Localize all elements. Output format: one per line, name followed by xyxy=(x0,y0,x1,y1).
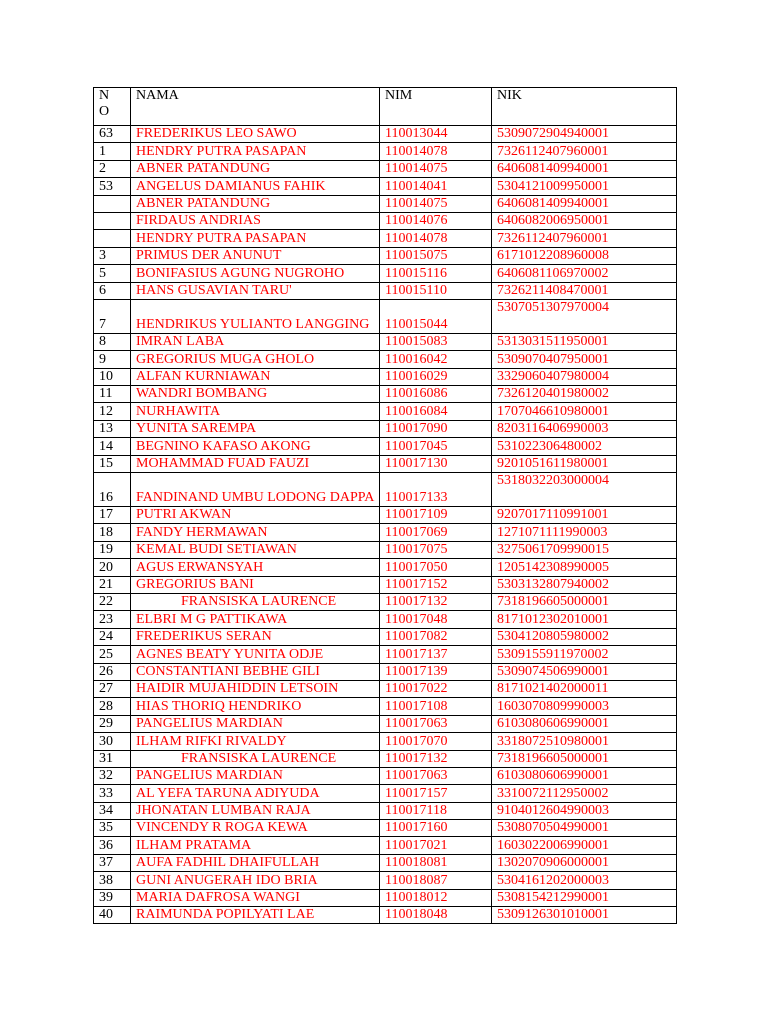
cell-nim: 110015044 xyxy=(380,299,492,333)
row-number: 53 xyxy=(94,178,131,195)
cell-nama xyxy=(131,576,380,593)
table-row xyxy=(94,524,677,541)
cell-nik: 7318196605000001 xyxy=(492,593,677,610)
cell-nik: 5309070407950001 xyxy=(492,351,677,368)
nama-text: FREDERIKUS SERAN xyxy=(136,629,272,645)
cell-nama xyxy=(131,680,380,697)
table-row xyxy=(94,680,677,697)
cell-nama xyxy=(131,420,380,437)
cell-nama xyxy=(131,333,380,350)
table-row xyxy=(94,455,677,472)
cell-nama xyxy=(131,715,380,732)
table-row xyxy=(94,160,677,177)
row-number: 35 xyxy=(94,820,131,837)
nama-text: FIRDAUS ANDRIAS xyxy=(136,213,261,229)
cell-nik: 5308154212990001 xyxy=(492,889,677,906)
row-number: 40 xyxy=(94,907,131,924)
cell-nik: 3329060407980004 xyxy=(492,368,677,385)
cell-nim: 110016029 xyxy=(380,368,492,385)
row-number: 8 xyxy=(94,333,131,350)
cell-nim: 110014078 xyxy=(380,143,492,160)
table-row xyxy=(94,698,677,715)
cell-nama xyxy=(131,646,380,663)
cell-nim: 110016084 xyxy=(380,403,492,420)
cell-nik: 1707046610980001 xyxy=(492,403,677,420)
nama-text: AL YEFA TARUNA ADIYUDA xyxy=(136,785,320,801)
cell-nim: 110017137 xyxy=(380,646,492,663)
cell-nik: 7326112407960001 xyxy=(492,143,677,160)
cell-nama xyxy=(131,541,380,558)
nama-text: GREGORIUS MUGA GHOLO xyxy=(136,351,315,367)
nama-text: ABNER PATANDUNG xyxy=(136,161,271,177)
cell-nama xyxy=(131,473,380,507)
cell-nik: 5304161202000003 xyxy=(492,872,677,889)
cell-nama xyxy=(131,820,380,837)
cell-nik: 6406081106970002 xyxy=(492,265,677,282)
table-body xyxy=(94,126,677,924)
table-row xyxy=(94,195,677,212)
nama-text: AUFA FADHIL DHAIFULLAH xyxy=(136,855,320,871)
nama-text: HENDRIKUS YULIANTO LANGGING xyxy=(136,316,370,332)
nama-text: ANGELUS DAMIANUS FAHIK xyxy=(136,178,326,194)
table-row xyxy=(94,785,677,802)
cell-nama xyxy=(131,438,380,455)
table-row xyxy=(94,611,677,628)
cell-nik: 7318196605000001 xyxy=(492,750,677,767)
nama-text: PUTRI AKWAN xyxy=(136,507,232,523)
row-number: 11 xyxy=(94,386,131,403)
cell-nim: 110017118 xyxy=(380,802,492,819)
cell-nik: 6103080606990001 xyxy=(492,715,677,732)
cell-nik: 9207017110991001 xyxy=(492,507,677,524)
row-number: 2 xyxy=(94,160,131,177)
row-number: 25 xyxy=(94,646,131,663)
row-number: 20 xyxy=(94,559,131,576)
row-number: 37 xyxy=(94,854,131,871)
table-row xyxy=(94,593,677,610)
cell-nim: 110017133 xyxy=(380,473,492,507)
cell-nim: 110017109 xyxy=(380,507,492,524)
cell-nim: 110018081 xyxy=(380,854,492,871)
nama-text: PRIMUS DER ANUNUT xyxy=(136,248,282,264)
cell-nama xyxy=(131,178,380,195)
nama-text: ILHAM PRATAMA xyxy=(136,837,252,853)
cell-nama xyxy=(131,750,380,767)
cell-nama xyxy=(131,230,380,247)
nama-text: AGUS ERWANSYAH xyxy=(136,559,264,575)
row-number: 15 xyxy=(94,455,131,472)
table-row xyxy=(94,386,677,403)
cell-nim: 110016086 xyxy=(380,386,492,403)
row-number: 14 xyxy=(94,438,131,455)
table-row xyxy=(94,854,677,871)
cell-nik: 1302070906000001 xyxy=(492,854,677,871)
row-number: 10 xyxy=(94,368,131,385)
cell-nim: 110017132 xyxy=(380,750,492,767)
table-row xyxy=(94,837,677,854)
row-number: 33 xyxy=(94,785,131,802)
row-number: 31 xyxy=(94,750,131,767)
cell-nik: 5303132807940002 xyxy=(492,576,677,593)
nama-text: BONIFASIUS AGUNG NUGROHO xyxy=(136,265,345,281)
nama-text: HANS GUSAVIAN TARU' xyxy=(136,282,292,298)
cell-nim: 110015083 xyxy=(380,333,492,350)
table-row xyxy=(94,802,677,819)
cell-nim: 110014041 xyxy=(380,178,492,195)
cell-nik: 5309074506990001 xyxy=(492,663,677,680)
cell-nim: 110016042 xyxy=(380,351,492,368)
nama-text: PANGELIUS MARDIAN xyxy=(136,716,283,732)
nama-text: FREDERIKUS LEO SAWO xyxy=(136,126,297,142)
row-number: 34 xyxy=(94,802,131,819)
row-number: 22 xyxy=(94,593,131,610)
cell-nik: 6103080606990001 xyxy=(492,767,677,784)
table-row xyxy=(94,715,677,732)
table-row xyxy=(94,230,677,247)
cell-nama xyxy=(131,559,380,576)
nama-text: RAIMUNDA POPILYATI LAE xyxy=(136,907,315,923)
cell-nim: 110017048 xyxy=(380,611,492,628)
cell-nama xyxy=(131,368,380,385)
row-number: 3 xyxy=(94,247,131,264)
cell-nim: 110017063 xyxy=(380,715,492,732)
cell-nama xyxy=(131,160,380,177)
cell-nama xyxy=(131,126,380,143)
cell-nik: 6171012208960008 xyxy=(492,247,677,264)
row-number: 18 xyxy=(94,524,131,541)
cell-nama xyxy=(131,785,380,802)
cell-nama xyxy=(131,733,380,750)
cell-nama xyxy=(131,872,380,889)
table-row xyxy=(94,733,677,750)
row-number: 29 xyxy=(94,715,131,732)
row-number: 38 xyxy=(94,872,131,889)
table-row xyxy=(94,247,677,264)
cell-nik: 1603022006990001 xyxy=(492,837,677,854)
cell-nim: 110018087 xyxy=(380,872,492,889)
cell-nik: 531022306480002 xyxy=(492,438,677,455)
row-number: 6 xyxy=(94,282,131,299)
nama-text: ILHAM RIFKI RIVALDY xyxy=(136,733,287,749)
cell-nama xyxy=(131,299,380,333)
cell-nim: 110017130 xyxy=(380,455,492,472)
nama-text: FANDINAND UMBU LODONG DAPPA xyxy=(136,490,375,506)
table-row xyxy=(94,212,677,229)
row-number: 7 xyxy=(94,299,131,333)
cell-nim: 110014075 xyxy=(380,160,492,177)
table-row xyxy=(94,507,677,524)
table-row xyxy=(94,820,677,837)
table-row xyxy=(94,403,677,420)
cell-nik: 6406081409940001 xyxy=(492,195,677,212)
table-row xyxy=(94,541,677,558)
nama-text: HIAS THORIQ HENDRIKO xyxy=(136,698,302,714)
cell-nim: 110017045 xyxy=(380,438,492,455)
cell-nim: 110017050 xyxy=(380,559,492,576)
cell-nim: 110015116 xyxy=(380,265,492,282)
row-number: 30 xyxy=(94,733,131,750)
table-row xyxy=(94,438,677,455)
cell-nama xyxy=(131,907,380,924)
table-row xyxy=(94,299,677,333)
cell-nik: 5313031511950001 xyxy=(492,333,677,350)
cell-nama xyxy=(131,593,380,610)
cell-nim: 110017021 xyxy=(380,837,492,854)
cell-nik: 5309126301010001 xyxy=(492,907,677,924)
row-number: 19 xyxy=(94,541,131,558)
cell-nama xyxy=(131,351,380,368)
nama-text: FRANSISKA LAURENCE xyxy=(181,594,337,610)
cell-nik: 5309072904940001 xyxy=(492,126,677,143)
cell-nik: 3310072112950002 xyxy=(492,785,677,802)
row-number xyxy=(94,230,131,247)
cell-nama xyxy=(131,507,380,524)
cell-nama xyxy=(131,837,380,854)
nama-text: CONSTANTIANI BEBHE GILI xyxy=(136,663,320,679)
cell-nik: 8171012302010001 xyxy=(492,611,677,628)
table-row xyxy=(94,628,677,645)
cell-nim: 110017157 xyxy=(380,785,492,802)
nama-text: FRANSISKA LAURENCE xyxy=(181,750,337,766)
cell-nik: 5309155911970002 xyxy=(492,646,677,663)
nama-text: GREGORIUS BANI xyxy=(136,576,254,592)
row-number: 28 xyxy=(94,698,131,715)
table-row xyxy=(94,420,677,437)
row-number: 9 xyxy=(94,351,131,368)
table-row xyxy=(94,889,677,906)
cell-nim: 110017160 xyxy=(380,820,492,837)
cell-nama xyxy=(131,698,380,715)
row-number: 32 xyxy=(94,767,131,784)
nama-text: ELBRI M G PATTIKAWA xyxy=(136,611,288,627)
cell-nim: 110017070 xyxy=(380,733,492,750)
row-number: 26 xyxy=(94,663,131,680)
nama-text: VINCENDY R ROGA KEWA xyxy=(136,820,308,836)
nama-text: PANGELIUS MARDIAN xyxy=(136,768,283,784)
cell-nim: 110017022 xyxy=(380,680,492,697)
cell-nik: 5308070504990001 xyxy=(492,820,677,837)
cell-nik: 5318032203000004 xyxy=(492,473,677,507)
cell-nim: 110015075 xyxy=(380,247,492,264)
cell-nim: 110017063 xyxy=(380,767,492,784)
cell-nim: 110018048 xyxy=(380,907,492,924)
cell-nim: 110014078 xyxy=(380,230,492,247)
table-row xyxy=(94,178,677,195)
nama-text: GUNI ANUGERAH IDO BRIA xyxy=(136,872,318,888)
cell-nama xyxy=(131,195,380,212)
cell-nik: 7326120401980002 xyxy=(492,386,677,403)
row-number: 24 xyxy=(94,628,131,645)
row-number: 21 xyxy=(94,576,131,593)
row-number: 5 xyxy=(94,265,131,282)
row-number xyxy=(94,195,131,212)
row-number: 16 xyxy=(94,473,131,507)
cell-nim: 110014075 xyxy=(380,195,492,212)
cell-nik: 5304120805980002 xyxy=(492,628,677,645)
cell-nama xyxy=(131,889,380,906)
table-header-row xyxy=(94,88,677,126)
cell-nim: 110015110 xyxy=(380,282,492,299)
cell-nama xyxy=(131,767,380,784)
nama-text: MOHAMMAD FUAD FAUZI xyxy=(136,456,310,472)
table-row xyxy=(94,646,677,663)
cell-nama xyxy=(131,212,380,229)
nama-text: HENDRY PUTRA PASAPAN xyxy=(136,143,307,159)
student-table xyxy=(93,87,677,924)
row-number: 23 xyxy=(94,611,131,628)
table-row xyxy=(94,143,677,160)
cell-nik: 9104012604990003 xyxy=(492,802,677,819)
cell-nama xyxy=(131,854,380,871)
table-row xyxy=(94,265,677,282)
row-number: 63 xyxy=(94,126,131,143)
cell-nik: 8171021402000011 xyxy=(492,680,677,697)
cell-nik: 3318072510980001 xyxy=(492,733,677,750)
nama-text: JHONATAN LUMBAN RAJA xyxy=(136,803,311,819)
cell-nim: 110018012 xyxy=(380,889,492,906)
cell-nik: 6406081409940001 xyxy=(492,160,677,177)
table-row xyxy=(94,663,677,680)
table-row xyxy=(94,473,677,507)
cell-nik: 9201051611980001 xyxy=(492,455,677,472)
cell-nama xyxy=(131,143,380,160)
cell-nama xyxy=(131,802,380,819)
header-nim: NIM xyxy=(380,88,492,126)
table-row xyxy=(94,351,677,368)
cell-nim: 110017132 xyxy=(380,593,492,610)
table-row xyxy=(94,126,677,143)
cell-nama xyxy=(131,628,380,645)
cell-nik: 5307051307970004 xyxy=(492,299,677,333)
row-number xyxy=(94,212,131,229)
row-number: 1 xyxy=(94,143,131,160)
cell-nama xyxy=(131,524,380,541)
cell-nim: 110017108 xyxy=(380,698,492,715)
cell-nim: 110017069 xyxy=(380,524,492,541)
table-row xyxy=(94,576,677,593)
nama-text: WANDRI BOMBANG xyxy=(136,386,268,402)
cell-nama xyxy=(131,386,380,403)
cell-nim: 110017139 xyxy=(380,663,492,680)
nama-text: HAIDIR MUJAHIDDIN LETSOIN xyxy=(136,681,339,697)
cell-nik: 6406082006950001 xyxy=(492,212,677,229)
header-nama: NAMA xyxy=(131,88,380,126)
cell-nama xyxy=(131,265,380,282)
nama-text: BEGNINO KAFASO AKONG xyxy=(136,438,311,454)
cell-nim: 110017082 xyxy=(380,628,492,645)
header-no: NO xyxy=(94,88,131,126)
row-number: 17 xyxy=(94,507,131,524)
table-row xyxy=(94,907,677,924)
row-number: 36 xyxy=(94,837,131,854)
nama-text: HENDRY PUTRA PASAPAN xyxy=(136,230,307,246)
cell-nim: 110017090 xyxy=(380,420,492,437)
nama-text: AGNES BEATY YUNITA ODJE xyxy=(136,646,324,662)
cell-nim: 110017075 xyxy=(380,541,492,558)
row-number: 27 xyxy=(94,680,131,697)
nama-text: ALFAN KURNIAWAN xyxy=(136,369,271,385)
table-row xyxy=(94,750,677,767)
cell-nim: 110013044 xyxy=(380,126,492,143)
cell-nama xyxy=(131,455,380,472)
cell-nik: 1603070809990003 xyxy=(492,698,677,715)
cell-nama xyxy=(131,611,380,628)
table-row xyxy=(94,872,677,889)
nama-text: FANDY HERMAWAN xyxy=(136,524,268,540)
nama-text: MARIA DAFROSA WANGI xyxy=(136,890,300,906)
table-row xyxy=(94,559,677,576)
cell-nama xyxy=(131,282,380,299)
cell-nama xyxy=(131,403,380,420)
cell-nim: 110014076 xyxy=(380,212,492,229)
table-row xyxy=(94,368,677,385)
cell-nik: 3275061709990015 xyxy=(492,541,677,558)
nama-text: ABNER PATANDUNG xyxy=(136,195,271,211)
table-row xyxy=(94,333,677,350)
cell-nik: 1205142308990005 xyxy=(492,559,677,576)
row-number: 12 xyxy=(94,403,131,420)
cell-nik: 7326112407960001 xyxy=(492,230,677,247)
cell-nik: 7326211408470001 xyxy=(492,282,677,299)
cell-nik: 5304121009950001 xyxy=(492,178,677,195)
nama-text: NURHAWITA xyxy=(136,403,221,419)
nama-text: IMRAN LABA xyxy=(136,334,225,350)
header-nik: NIK xyxy=(492,88,677,126)
table-row xyxy=(94,767,677,784)
row-number: 39 xyxy=(94,889,131,906)
cell-nim: 110017152 xyxy=(380,576,492,593)
table-row xyxy=(94,282,677,299)
nama-text: KEMAL BUDI SETIAWAN xyxy=(136,542,297,558)
cell-nik: 1271071111990003 xyxy=(492,524,677,541)
row-number: 13 xyxy=(94,420,131,437)
nama-text: YUNITA SAREMPA xyxy=(136,421,257,437)
cell-nama xyxy=(131,663,380,680)
cell-nik: 8203116406990003 xyxy=(492,420,677,437)
cell-nama xyxy=(131,247,380,264)
